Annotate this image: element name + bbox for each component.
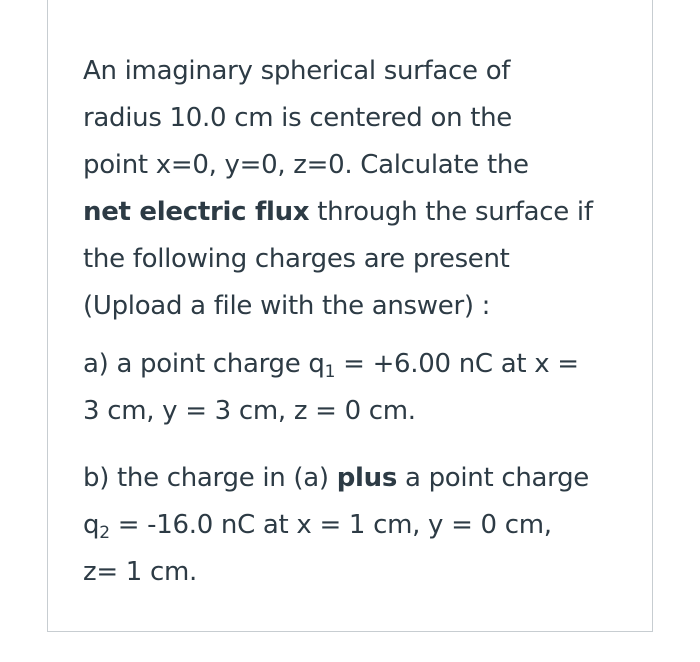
- part-a-line: [83, 341, 638, 388]
- bold-term-plus: plus: [336, 463, 398, 493]
- part-a-line: 3 cm, y = 3 cm, z = 0 cm.: [83, 396, 416, 426]
- intro-line: point x=0, y=0, z=0. Calculate the: [83, 150, 529, 180]
- part-a-text: a) a point charge q: [83, 349, 325, 379]
- part-b-text: a point charge: [397, 463, 589, 493]
- intro-line: [83, 189, 638, 236]
- part-b-line: z= 1 cm.: [83, 557, 197, 587]
- part-a-text: = +6.00 nC at x =: [335, 349, 579, 379]
- intro-line: An imaginary spherical surface of: [83, 56, 511, 86]
- question-intro: [83, 48, 638, 330]
- part-b-text: q: [83, 510, 100, 540]
- part-b-line: [83, 455, 638, 502]
- intro-line: the following charges are present: [83, 244, 510, 274]
- charge-subscript: 2: [99, 523, 110, 543]
- question-part-a: [83, 341, 638, 435]
- upload-instruction: (Upload a file with the answer) :: [83, 291, 491, 321]
- charge-subscript: 1: [324, 362, 336, 382]
- bold-term-net-electric-flux: net electric flux: [83, 197, 310, 227]
- part-b-text: = -16.0 nC at x = 1 cm, y = 0 cm,: [109, 510, 552, 540]
- intro-line: radius 10.0 cm is centered on the: [83, 103, 512, 133]
- question-part-b: [83, 455, 638, 596]
- part-b-line: [83, 502, 638, 549]
- question-text: [83, 48, 638, 596]
- part-b-text: b) the charge in (a): [83, 463, 337, 493]
- intro-line-text: through the surface if: [309, 197, 593, 227]
